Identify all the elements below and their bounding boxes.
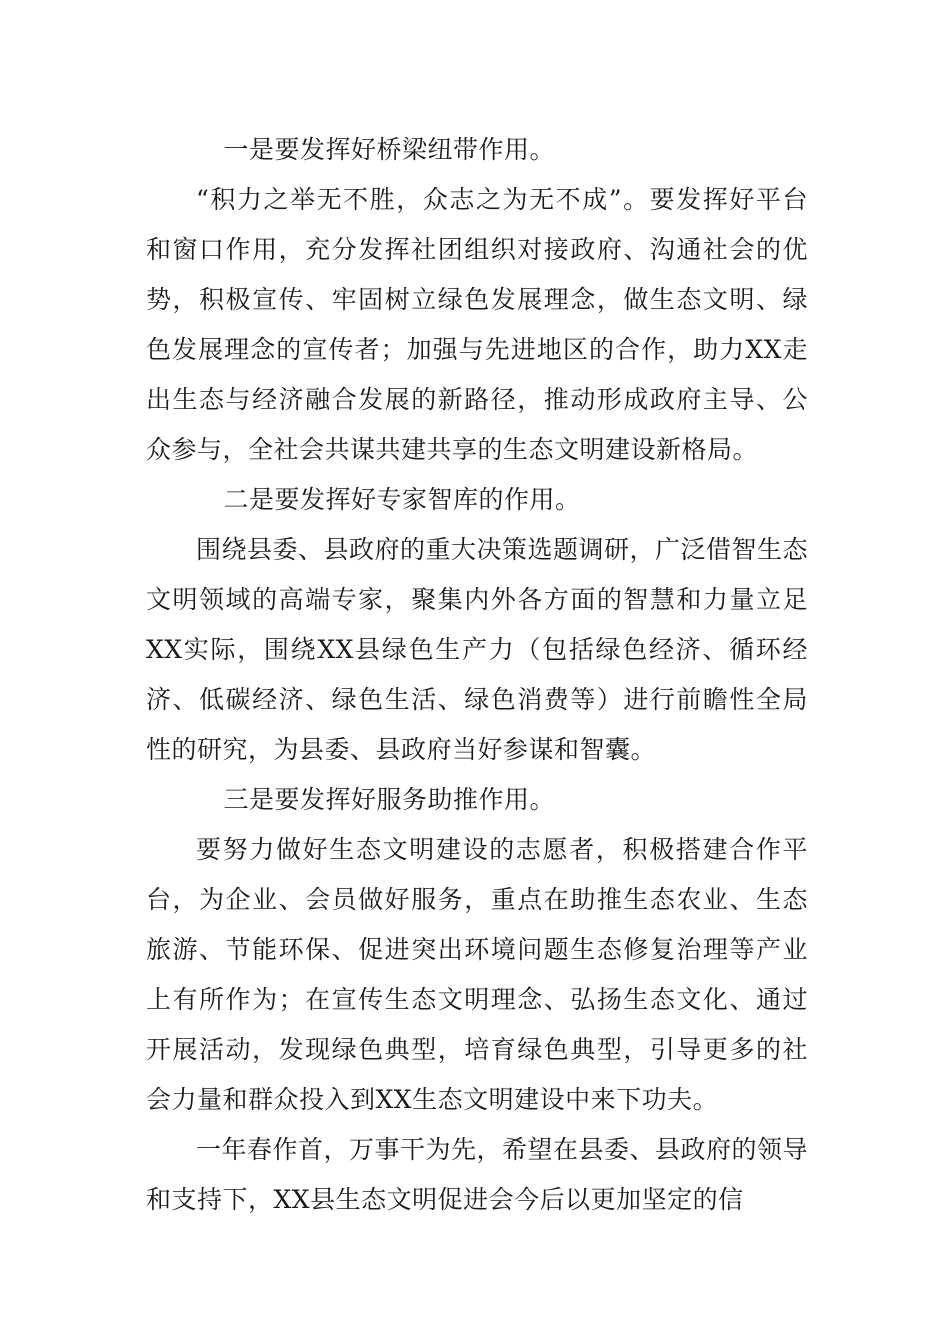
section-heading-1: 一是要发挥好桥梁纽带作用。 bbox=[223, 135, 556, 164]
document-body bbox=[146, 125, 808, 1225]
paragraph-3: 要努力做好生态文明建设的志愿者，积极搭建合作平台，为企业、会员做好服务，重点在助推生态农业、生态旅游、节能环保、促进突出环境问题生态修复治理等产业上有所作为；在宣传生态文明理念、弘扬生态文化、通过开展活动，发现绿色典型，培育绿色典型，引导更多的社会力量和群众投入到XX生态文明建设中来下功夫。 bbox=[146, 835, 808, 1114]
paragraph-1: “积力之举无不胜，众志之为无不成”。要发挥好平台和窗口作用，充分发挥社团组织对接政府、沟通社会的优势，积极宣传、牢固树立绿色发展理念，做生态文明、绿色发展理念的宣传者；加强与先进地区的合作，助力XX走出生态与经济融合发展的新路径，推动形成政府主导、公众参与，全社会共谋共建共享的生态文明建设新格局。 bbox=[146, 185, 808, 464]
section-heading-2: 二是要发挥好专家智库的作用。 bbox=[223, 485, 581, 514]
section-heading-3: 三是要发挥好服务助推作用。 bbox=[223, 785, 556, 814]
paragraph-2: 围绕县委、县政府的重大决策选题调研，广泛借智生态文明领域的高端专家，聚集内外各方面的智慧和力量立足XX实际，围绕XX县绿色生产力（包括绿色经济、循环经济、低碳经济、绿色生活、绿色消费等）进行前瞻性全局性的研究，为县委、县政府当好参谋和智囊。 bbox=[146, 535, 809, 764]
paragraph-4: 一年春作首，万事干为先，希望在县委、县政府的领导和支持下，XX县生态文明促进会今后以更加坚定的信 bbox=[146, 1135, 809, 1214]
